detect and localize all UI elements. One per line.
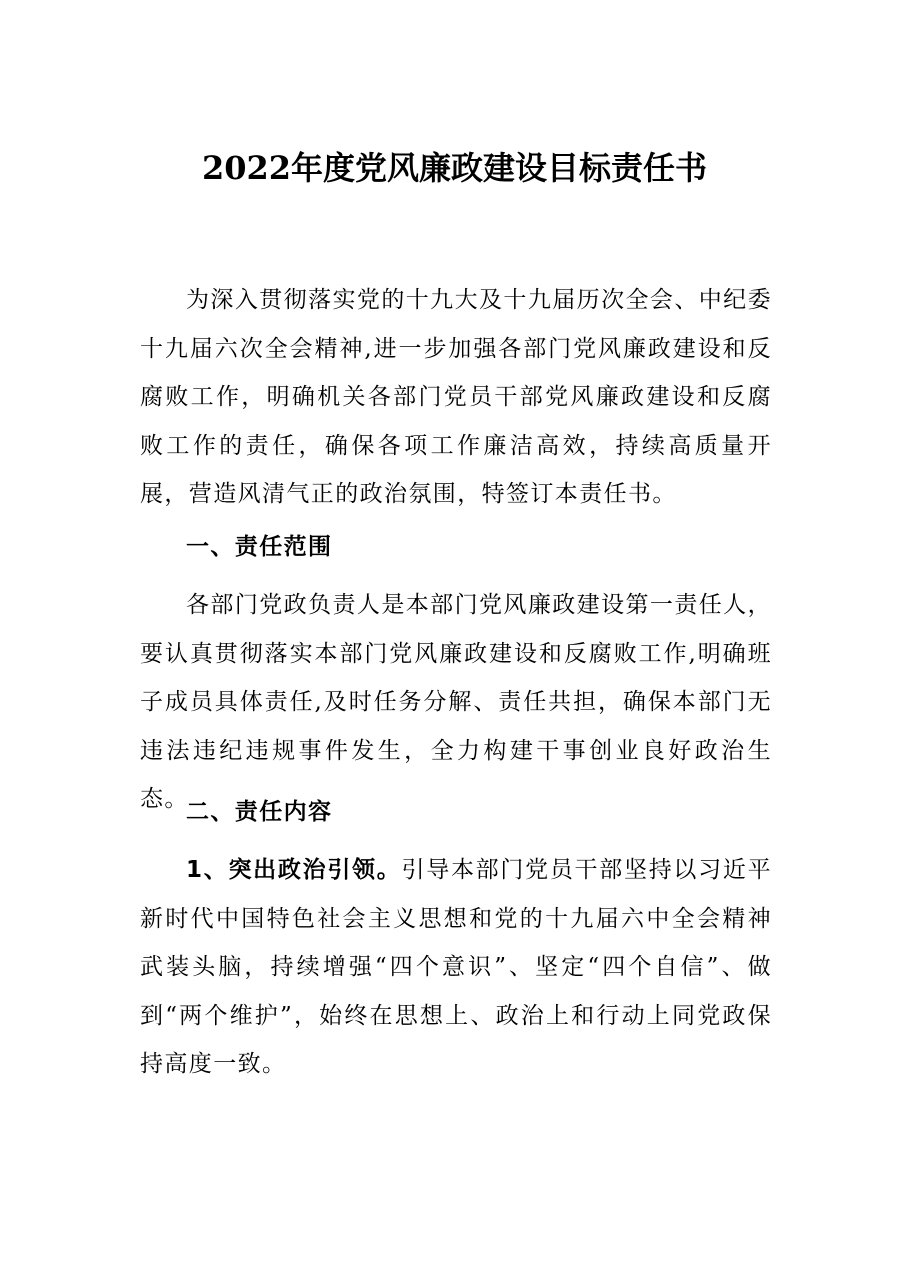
- scope-paragraph: 各部门党政负责人是本部门党风廉政建设第一责任人，要认真贯彻落实本部门党风廉政建设和反腐败工作,明确班子成员具体责任,及时任务分解、责任共担，确保本部门无违法违纪违规事件发生，全力构建干事创业良好政治生态。: [140, 592, 772, 812]
- intro-paragraph: 为深入贯彻落实党的十九大及十九届历次全会、中纪委十九届六次全会精神,进一步加强各部门党风廉政建设和反腐败工作，明确机关各部门党员干部党风廉政建设和反腐败工作的责任，确保各项工作廉洁高效，持续高质量开展，营造风清气正的政治氛围，特签订本责任书。: [140, 287, 772, 507]
- content-item-body: 引导本部门党员干部坚持以习近平新时代中国特色社会主义思想和党的十九届六中全会精神武装头脑，持续增强“四个意识”、坚定“四个自信”、做到“两个维护”，始终在思想上、政治上和行动上同党政保持高度一致。: [140, 857, 772, 1077]
- document-title: 2022年度党风廉政建设目标责任书: [201, 149, 708, 187]
- content-item-paragraph: [140, 846, 772, 1089]
- section-heading-content: 二、责任内容: [186, 799, 333, 825]
- section-heading-scope: 一、责任范围: [186, 534, 333, 560]
- content-item-lead: 1、突出政治引领。: [186, 857, 402, 883]
